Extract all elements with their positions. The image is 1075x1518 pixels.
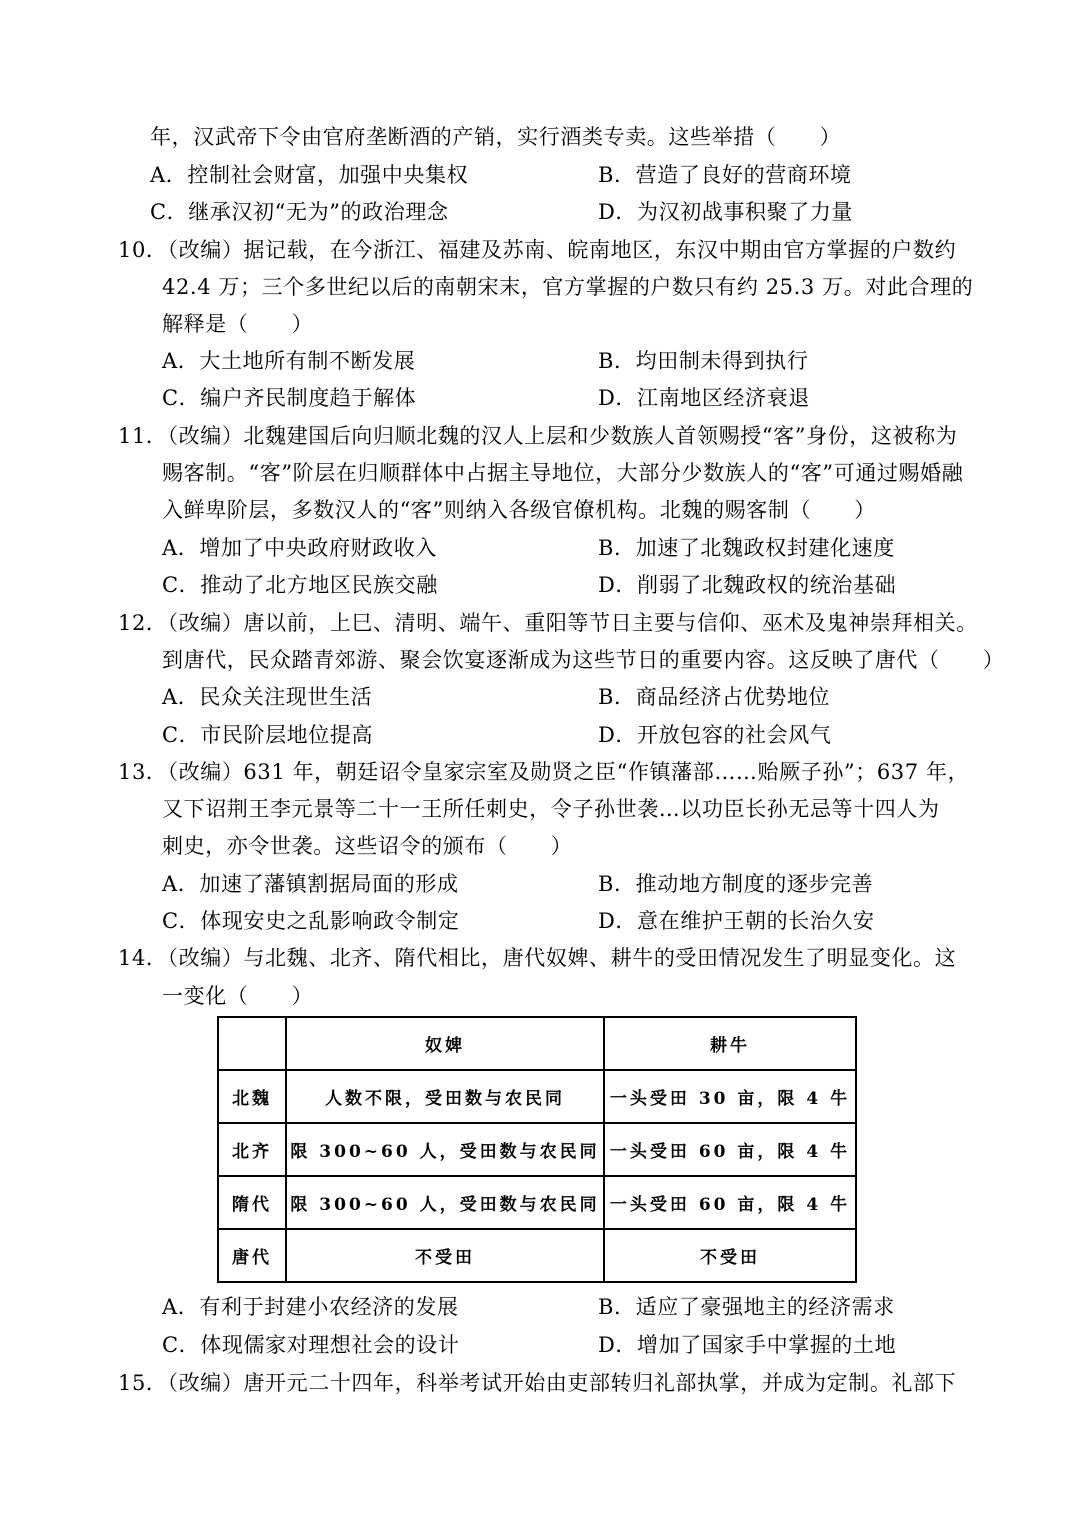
question-stem: 42.4 万；三个多世纪以后的南朝宋末，官方掌握的户数只有约 25.3 万。对此合理的 xyxy=(162,275,974,299)
question-stem: 14．（改编）与北魏、北齐、隋代相比，唐代奴婢、耕牛的受田情况发生了明显变化。这 xyxy=(118,946,957,970)
table-row xyxy=(218,1176,856,1229)
question-stem: 又下诏荆王李元景等二十一王所任刺史，令子孙世袭…以功臣长孙无忌等十四人为 xyxy=(162,797,940,821)
option-b: B．加速了北魏政权封建化速度 xyxy=(598,536,895,560)
question-stem: 刺史，亦令世袭。这些诏令的颁布（ ） xyxy=(162,834,573,858)
option-a: A．大土地所有制不断发展 xyxy=(162,349,416,373)
question-stem: 13．（改编）631 年，朝廷诏令皇家宗室及勋贤之臣“作镇藩部……贻厥子孙”；637 年， xyxy=(118,760,970,784)
land-allocation-table xyxy=(217,1016,857,1283)
table-cell: 北魏 xyxy=(218,1070,286,1123)
question-stem: 15．（改编）唐开元二十四年，科举考试开始由吏部转归礼部执掌，并成为定制。礼部下 xyxy=(118,1371,957,1395)
option-c: C．体现儒家对理想社会的设计 xyxy=(162,1333,460,1357)
option-a: A．民众关注现世生活 xyxy=(162,685,373,709)
option-c: C．继承汉初“无为”的政治理念 xyxy=(150,200,449,224)
option-a: A．加速了藩镇割据局面的形成 xyxy=(162,872,459,896)
option-c: C．编户齐民制度趋于解体 xyxy=(162,386,417,410)
question-stem: 一变化（ ） xyxy=(162,984,314,1008)
table-header-cell: 奴婢 xyxy=(286,1017,604,1070)
option-d: D．削弱了北魏政权的统治基础 xyxy=(598,573,897,597)
option-d: D．江南地区经济衰退 xyxy=(598,386,810,410)
table-cell: 人数不限，受田数与农民同 xyxy=(286,1070,604,1123)
table-cell: 一头受田 60 亩，限 4 牛 xyxy=(604,1176,856,1229)
question-stem: 11．（改编）北魏建国后向归顺北魏的汉人上层和少数族人首领赐授“客”身份，这被称为 xyxy=(118,424,958,448)
table-row xyxy=(218,1070,856,1123)
option-c: C．推动了北方地区民族交融 xyxy=(162,573,438,597)
table-cell: 不受田 xyxy=(286,1229,604,1282)
option-a: A．增加了中央政府财政收入 xyxy=(162,536,437,560)
table-cell: 一头受田 60 亩，限 4 牛 xyxy=(604,1123,856,1176)
table-cell: 一头受田 30 亩，限 4 牛 xyxy=(604,1070,856,1123)
question-stem: 赐客制。“客”阶层在归顺群体中占据主导地位，大部分少数族人的“客”可通过赐婚融 xyxy=(162,461,964,485)
table-cell: 不受田 xyxy=(604,1229,856,1282)
option-b: B．均田制未得到执行 xyxy=(598,349,809,373)
table-cell: 隋代 xyxy=(218,1176,286,1229)
option-b: B．营造了良好的营商环境 xyxy=(598,163,852,187)
question-stem: 10．（改编）据记载，在今浙江、福建及苏南、皖南地区，东汉中期由官方掌握的户数约 xyxy=(118,238,957,262)
option-d: D．增加了国家手中掌握的土地 xyxy=(598,1333,897,1357)
option-d: D．开放包容的社会风气 xyxy=(598,723,832,747)
table-header-cell xyxy=(218,1017,286,1070)
option-b: B．适应了豪强地主的经济需求 xyxy=(598,1295,895,1319)
table-row xyxy=(218,1229,856,1282)
question-stem: 到唐代，民众踏青郊游、聚会饮宴逐渐成为这些节日的重要内容。这反映了唐代（ ） xyxy=(162,648,1005,672)
option-b: B．商品经济占优势地位 xyxy=(598,685,831,709)
option-d: D．意在维护王朝的长治久安 xyxy=(598,909,875,933)
option-d: D．为汉初战事积聚了力量 xyxy=(598,200,854,224)
table-cell: 限 300~60 人，受田数与农民同 xyxy=(286,1176,604,1229)
question-stem: 解释是（ ） xyxy=(162,312,314,336)
option-b: B．推动地方制度的逐步完善 xyxy=(598,872,874,896)
table-cell: 限 300~60 人，受田数与农民同 xyxy=(286,1123,604,1176)
option-a: A．控制社会财富，加强中央集权 xyxy=(150,163,469,187)
table-cell: 北齐 xyxy=(218,1123,286,1176)
table-header-row xyxy=(218,1017,856,1070)
option-c: C．市民阶层地位提高 xyxy=(162,723,374,747)
question-stem: 12．（改编）唐以前，上巳、清明、端午、重阳等节日主要与信仰、巫术及鬼神崇拜相关。 xyxy=(118,611,978,635)
table-cell: 唐代 xyxy=(218,1229,286,1282)
table-header-cell: 耕牛 xyxy=(604,1017,856,1070)
table-row xyxy=(218,1123,856,1176)
option-a: A．有利于封建小农经济的发展 xyxy=(162,1295,459,1319)
question-stem: 年，汉武帝下令由官府垄断酒的产销，实行酒类专卖。这些举措（ ） xyxy=(150,125,842,149)
option-c: C．体现安史之乱影响政令制定 xyxy=(162,909,460,933)
question-stem: 入鲜卑阶层，多数汉人的“客”则纳入各级官僚机构。北魏的赐客制（ ） xyxy=(162,498,876,522)
